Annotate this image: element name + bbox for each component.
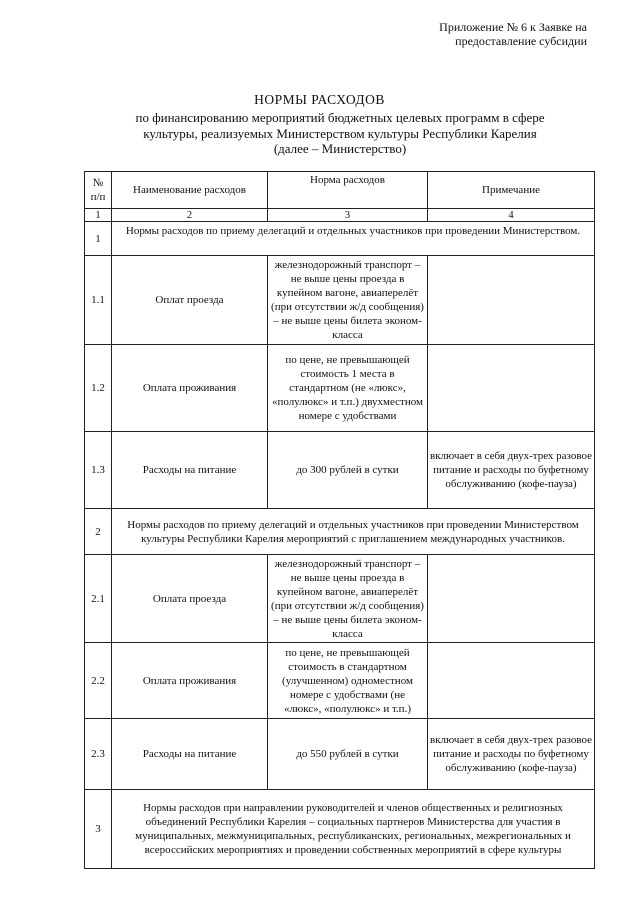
section-title: Нормы расходов по приему делегаций и отдельных участников при проведении Министерством. xyxy=(112,222,595,256)
document-subtitle xyxy=(95,110,585,157)
subtitle-line-3: (далее – Министерство) xyxy=(273,141,407,156)
row-note xyxy=(428,345,595,432)
row-note xyxy=(428,643,595,719)
document-title: НОРМЫ РАСХОДОВ xyxy=(254,92,385,107)
section-row xyxy=(85,790,595,869)
appendix-line-1: Приложение № 6 к Заявке на xyxy=(439,20,587,34)
row-expense-name: Расходы на питание xyxy=(112,432,268,509)
header-number: № п/п xyxy=(85,172,112,209)
column-number: 3 xyxy=(268,209,428,222)
row-norm: до 300 рублей в сутки xyxy=(268,432,428,509)
table-row xyxy=(85,643,595,719)
table-row xyxy=(85,719,595,790)
row-norm: по цене, не превышающей стоимость в стандартном (улучшенном) одноместном номере с удобствами (не «люкс», «полулюкс» и т.п.) xyxy=(268,643,428,719)
row-number: 1.3 xyxy=(85,432,112,509)
table-row xyxy=(85,432,595,509)
row-note: включает в себя двух-трех разовое питание и расходы по буфетному обслуживанию (кофе-пауза) xyxy=(428,432,595,509)
column-number: 4 xyxy=(428,209,595,222)
appendix-line-2: предоставление субсидии xyxy=(455,34,587,48)
section-row xyxy=(85,222,595,256)
table-header-row xyxy=(85,172,595,209)
row-norm: железнодорожный транспорт – не выше цены проезда в купейном вагоне, авиаперелёт (при отсутствии ж/д сообщения) – не выше цены билета эконом-класса xyxy=(268,555,428,643)
row-expense-name: Оплат проезда xyxy=(112,256,268,345)
row-number: 2.2 xyxy=(85,643,112,719)
table-row xyxy=(85,256,595,345)
section-title: Нормы расходов по приему делегаций и отдельных участников при проведении Министерством культуры Республики Карелия мероприятий с приглашением международных участников. xyxy=(112,509,595,555)
header-expense-name: Наименование расходов xyxy=(112,172,268,209)
subtitle-line-1: по финансированию мероприятий бюджетных целевых программ в сфере xyxy=(135,110,545,125)
header-norm: Норма расходов xyxy=(268,172,428,209)
row-number: 2.1 xyxy=(85,555,112,643)
row-norm: железнодорожный транспорт – не выше цены проезда в купейном вагоне, авиаперелёт (при отсутствии ж/д сообщения) – не выше цены билета эконом-класса xyxy=(268,256,428,345)
row-norm: до 550 рублей в сутки xyxy=(268,719,428,790)
row-number: 1.2 xyxy=(85,345,112,432)
section-title: Нормы расходов при направлении руководителей и членов общественных и религиозных объединений Республики Карелия – социальных партнеров Министерства для участия в муниципальных, межмуниципальных, республиканских, региональных, межрегиональных и всероссийских мероприятиях и проведении собственных мероприятий в сфере культуры xyxy=(112,790,595,869)
section-number: 1 xyxy=(85,222,112,256)
row-note: включает в себя двух-трех разовое питание и расходы по буфетному обслуживанию (кофе-пауза) xyxy=(428,719,595,790)
table-row xyxy=(85,345,595,432)
row-expense-name: Оплата проживания xyxy=(112,643,268,719)
row-norm: по цене, не превышающей стоимость 1 места в стандартном (не «люкс», «полулюкс» и т.п.) двухместном номере с удобствами xyxy=(268,345,428,432)
header-note: Примечание xyxy=(428,172,595,209)
row-expense-name: Оплата проживания xyxy=(112,345,268,432)
expense-norms-table xyxy=(84,171,595,869)
section-number: 2 xyxy=(85,509,112,555)
appendix-note xyxy=(397,20,587,48)
row-expense-name: Оплата проезда xyxy=(112,555,268,643)
row-number: 2.3 xyxy=(85,719,112,790)
row-expense-name: Расходы на питание xyxy=(112,719,268,790)
subtitle-line-2: культуры, реализуемых Министерством культуры Республики Карелия xyxy=(143,125,537,141)
row-number: 1.1 xyxy=(85,256,112,345)
row-note xyxy=(428,256,595,345)
column-number: 1 xyxy=(85,209,112,222)
row-note xyxy=(428,555,595,643)
table-row xyxy=(85,555,595,643)
column-numbers-row xyxy=(85,209,595,222)
section-number: 3 xyxy=(85,790,112,869)
section-row xyxy=(85,509,595,555)
column-number: 2 xyxy=(112,209,268,222)
